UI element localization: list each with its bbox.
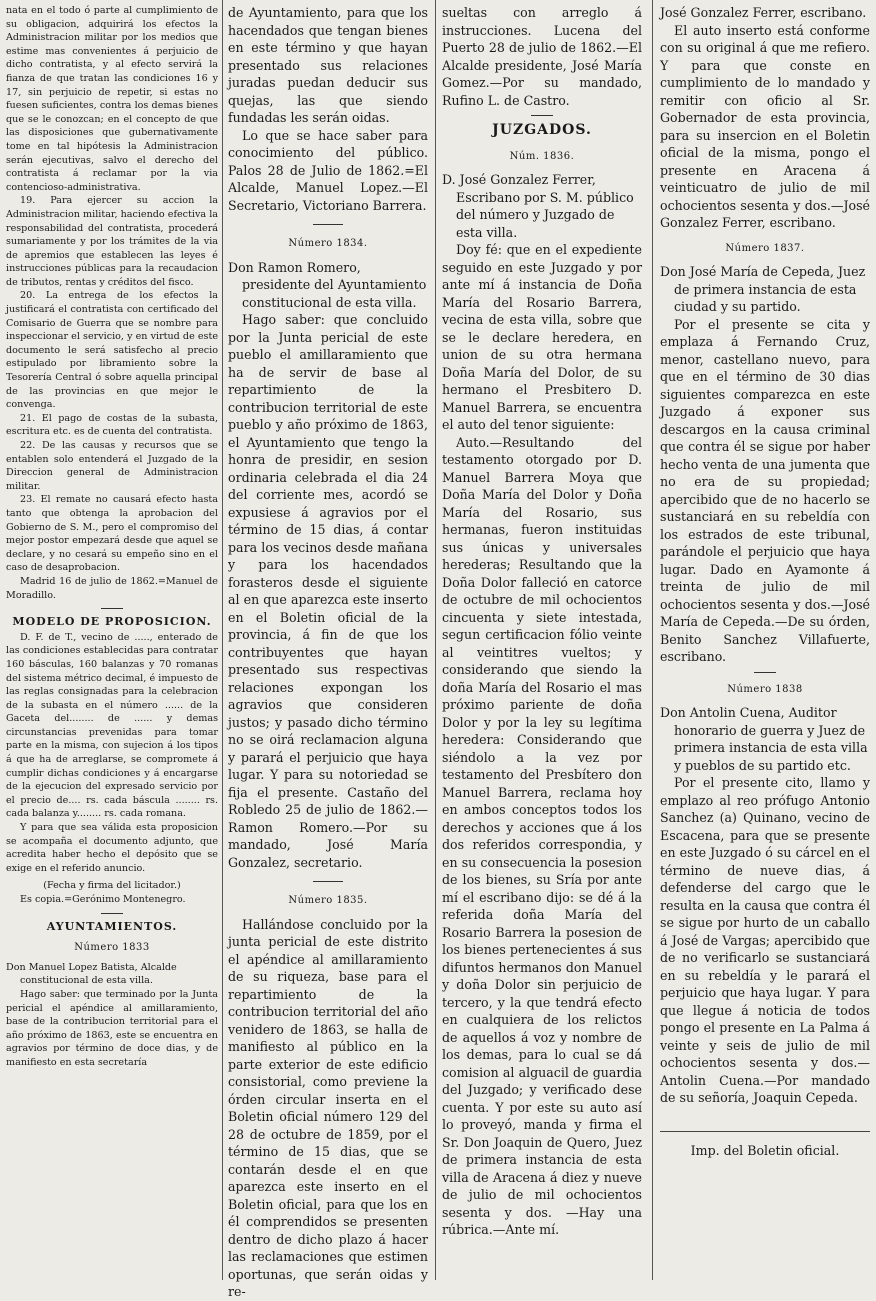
column-3 <box>442 4 642 1276</box>
paragraph: nata en el todo ó parte al cumplimiento de su obligacion, adquirirá los efectos la Administracion militar por los medios que estime mas convenientes á perjuicio de dicho contratista, y al efecto servirá la fianza de que tratan las condiciones 16 y 17, sin perjuicio de repetir, si estas no fuesen suficientes, contra los demas bienes que se le conozcan; en el concepto de que las disposiciones que gubernativamente tome en tal hipótesis la Administracion serán ejecutivas, salvo el derecho del contratista á reclamar por la via contencioso-administrativa. <box>6 5 218 193</box>
notice-title: Don Antolin Cuena, Auditor honorario de guerra y Juez de primera instancia de esta villa y pueblos de su partido etc. <box>660 705 868 773</box>
notice-number: Número 1833 <box>74 942 150 954</box>
paragraph: Auto.—Resultando del testamento otorgado por D. Manuel Barrera Moya que Doña María del Dolor y Doña María del Rosario, sus hermanas, fueron instituidas sus únicas y universales herederas; Resultando que la Doña Dolor falleció en catorce de octubre de mil ochocientos cincuenta y siete intestada, segun certificacion fólio veinte al veintitres vueltos; y considerando que siendo la doña María del Rosario el mas próximo pariente de doña Dolor y por la ley su legítima heredera: Considerando que siéndolo a la vez por testamento del Presbítero don Manuel Barrera, reclama hoy en ambos conceptos todos los derechos y acciones que á los dos referidos correspondia, y en su consecuencia la posesion de los bienes, su Sría por ante mí el escribano dijo: se dé á la referida doña María del Rosario Barrera la posesion de los bienes pertenecientes á sus difuntos hermanos don Manuel y doña Dolor sin perjuicio de tercero, y la que tendrá efecto en cualquiera de los relictos de aquellos á voz y nombre de los demas, para lo cual se dá comision al alguacil de guardia del Juzgado; y verificado dese cuenta. Y por este su auto así lo proveyó, manda y firma el Sr. Don Joaquin de Quero, Juez de primera instancia de esta villa de Aracena á diez y nueve de julio de mil ochocientos sesenta y dos. —Hay una rúbrica.—Ante mí. <box>442 434 642 1237</box>
column-divider <box>222 0 223 1280</box>
paragraph: Por el presente se cita y emplaza á Fernando Cruz, menor, castellano nuevo, para que en el término de 30 dias siguientes comparezca en este Juzgado á exponer sus descargos en la causa criminal que contra él se sigue por haber hecho venta de una jumenta que no era de su propiedad; apercibido que de no hacerlo se sustanciará en su rebeldía con los estrados de este tribunal, parándole el perjuicio que haya lugar. Dado en Ayamonte á treinta de julio de mil ochocientos sesenta y dos.—José María de Cepeda.—De su órden, Benito Sanchez Villafuerte, escribano. <box>660 316 870 664</box>
paragraph: José Gonzalez Ferrer, escribano. <box>660 5 867 20</box>
paragraph: Es copia.=Gerónimo Montenegro. <box>20 894 186 905</box>
paragraph: Doy fé: que en el expediente seguido en este Juzgado y por ante mí á instancia de Doña María del Rosario Barrera, vecina de esta villa, sobre que se le declare heredera, en union de su otra hermana Doña María del Dolor, de su hermano el Presbitero D. Manuel Barrera, se encuentra el auto del tenor siguiente: <box>442 242 642 432</box>
notice-title: Don Manuel Lopez Batista, Alcalde constitucional de esta villa. <box>6 961 177 987</box>
column-4 <box>660 4 870 1276</box>
paragraph: 23. El remate no causará efecto hasta tanto que obtenga la aprobacion del Gobierno de S. M., pero el compromiso del mejor postor empezará desde que aquel se declare, y no cesará su empeño sino en el caso de desaprobacion. <box>6 494 218 574</box>
section-heading: MODELO DE PROPOSICION. <box>12 615 212 629</box>
paragraph: Hago saber: que terminado por la Junta pericial el apéndice al amillaramiento, base de la contribucion territorial para el año próximo de 1863, este se encuentra en agravios por término de doce dias, y de manifiesto en esta secretaría <box>6 988 218 1068</box>
signature-line: (Fecha y firma del licitador.) <box>43 880 181 892</box>
paragraph: D. F. de T., vecino de ....., enterado de las condiciones establecidas para contratar 160 básculas, 160 balanzas y 70 romanas del sistema métrico decimal, é impuesto de las reglas consignadas para la celebracion de la subasta en el número ...... de la Gaceta del........ de ...... y demas circunstancias prevenidas para tomar parte en la misma, con sujecion á los tipos á que ha de arreglarse, se compromete á cumplir dichas condiciones y á encargarse de la ejecucion del expresado servicio por el precio de.... rs. cada báscula ........ rs. cada balanza y........ rs. cada romana. <box>6 631 218 820</box>
paragraph: El auto inserto está conforme con su original á que me refiero. Y para que conste en cumplimiento de lo mandado y remitir con oficio al Sr. Gobernador de esta provincia, para su insercion en el Boletin oficial de la misma, pongo el presente en Aracena á veinticuatro de julio de mil ochocientos sesenta y dos.—José Gonzalez Ferrer, escribano. <box>660 22 870 230</box>
separator <box>101 608 123 609</box>
paragraph: Madrid 16 de julio de 1862.=Manuel de Moradillo. <box>6 575 218 601</box>
separator <box>101 913 123 914</box>
section-heading: AYUNTAMIENTOS. <box>46 919 178 933</box>
paragraph: 22. De las causas y recursos que se entablen solo entenderá el Juzgado de la Direccion general de Administracion militar. <box>6 440 218 492</box>
paragraph: Y para que sea válida esta proposicion se acompaña el documento adjunto, que acredita haber hecho el depósito que se exige en el referido anuncio. <box>6 822 218 874</box>
notice-number: Número 1834. <box>288 238 368 249</box>
separator <box>531 115 553 116</box>
separator <box>313 881 343 882</box>
paragraph: 20. La entrega de los efectos la justificará el contratista con certificado del Comisario de Guerra que se nombre para inspeccionar el servicio, y en virtud de este documento le será satisfecho al precio estipulado por libramiento sobre la Tesorería Central ó sobre aquella principal de las provincias en que mejor le convenga. <box>6 290 218 411</box>
paragraph: 21. El pago de costas de la subasta, escritura etc. es de cuenta del contratista. <box>6 412 218 438</box>
paragraph: 19. Para ejercer su accion la Administracion militar, haciendo efectiva la responsabilidad del contratista, procederá sumariamente y por los trámites de la via de apremios que establecen las leyes é instrucciones públicas para la recaudacion de tributos, rentas y créditos del fisco. <box>6 195 218 288</box>
column-divider <box>435 0 436 1280</box>
notice-title: D. José Gonzalez Ferrer, Escribano por S. M. público del número y Juzgado de esta villa. <box>442 172 634 240</box>
section-heading: JUZGADOS. <box>492 122 592 138</box>
column-2 <box>228 4 428 1299</box>
notice-title: Don José María de Cepeda, Juez de primera instancia de esta ciudad y su partido. <box>660 264 866 314</box>
paragraph: de Ayuntamiento, para que los hacendados que tengan bienes en este término y que hayan presentado sus relaciones juradas puedan deducir sus quejas, las que siendo fundadas les serán oidas. <box>228 5 428 125</box>
paragraph: Por el presente cito, llamo y emplazo al reo prófugo Antonio Sanchez (a) Quinano, vecino de Escacena, para que se presente en este Juzgado ó su cárcel en el término de nueve dias, á defenderse del cargo que le resulta en la causa que contra él se sigue por hurto de un caballo á José de Vargas; apercibido que de no verificarlo se sustanciará en su rebeldía y le parará el perjuicio que haya lugar. Y para que llegue á noticia de todos pongo el presente en La Palma á veinte y seis de julio de mil ochocientos sesenta y dos.—Antolin Cuena.—Por mandado de su señoría, Joaquin Cepeda. <box>660 775 870 1105</box>
paragraph: Hallándose concluido por la junta pericial de este distrito el apéndice al amillaramiento de su riqueza, base para el repartimiento de la contribucion territorial del año venidero de 1863, se halla de manifiesto al público en la parte exterior de este edificio consistorial, como previene la órden circular inserta en el Boletin oficial número 129 del 28 de octubre de 1859, por el término de 15 dias, que se contarán desde el en que aparezca este inserto en el Boletin oficial, para que los en él comprendidos se presenten dentro de dicho plazo á hacer las reclamaciones que estimen oportunas, que serán oidas y re- <box>228 916 428 1299</box>
notice-number: Número 1837. <box>725 242 805 254</box>
paragraph: Hago saber: que concluido por la Junta pericial de este pueblo el amillaramiento que ha de servir de base al repartimiento de la contribucion territorial de este pueblo y año próximo de 1863, el Ayuntamiento que tengo la honra de presidir, en sesion ordinaria celebrada el dia 24 del corriente mes, acordó se expusiese á agravios por el término de 15 dias, á contar para los vecinos desde mañana y para los hacendados forasteros desde el siguiente al en que aparezca este inserto en el Boletin oficial de la provincia, á fin de que los contribuyentes que hayan presentado sus respectivas relaciones expongan los agravios que consideren justos; y pasado dicho término no se oirá reclamacion alguna y parará el perjuicio que haya lugar. Y para su notoriedad se fija el presente. Castaño del Robledo 25 de julio de 1862.—Ramon Romero.—Por su mandado, José María Gonzalez, secretario. <box>228 312 428 870</box>
separator <box>313 224 343 225</box>
paragraph: Lo que se hace saber para conocimiento del público. Palos 28 de Julio de 1862.=El Alcalde, Manuel Lopez.—El Secretario, Victoriano Barrera. <box>228 127 428 213</box>
paragraph: sueltas con arreglo á instrucciones. Lucena del Puerto 28 de julio de 1862.—El Alcalde presidente, José María Gomez.—Por su mandado, Rufino L. de Castro. <box>442 5 642 108</box>
notice-number: Número 1838 <box>727 683 803 695</box>
column-1 <box>6 4 218 1276</box>
notice-number: Núm. 1836. <box>509 150 575 162</box>
column-divider <box>652 0 653 1280</box>
separator <box>754 672 776 673</box>
notice-number: Número 1835. <box>288 895 368 906</box>
printer-imprint: Imp. del Boletin oficial. <box>660 1131 870 1160</box>
notice-title: Don Ramon Romero, presidente del Ayuntamiento constitucional de esta villa. <box>228 259 427 310</box>
